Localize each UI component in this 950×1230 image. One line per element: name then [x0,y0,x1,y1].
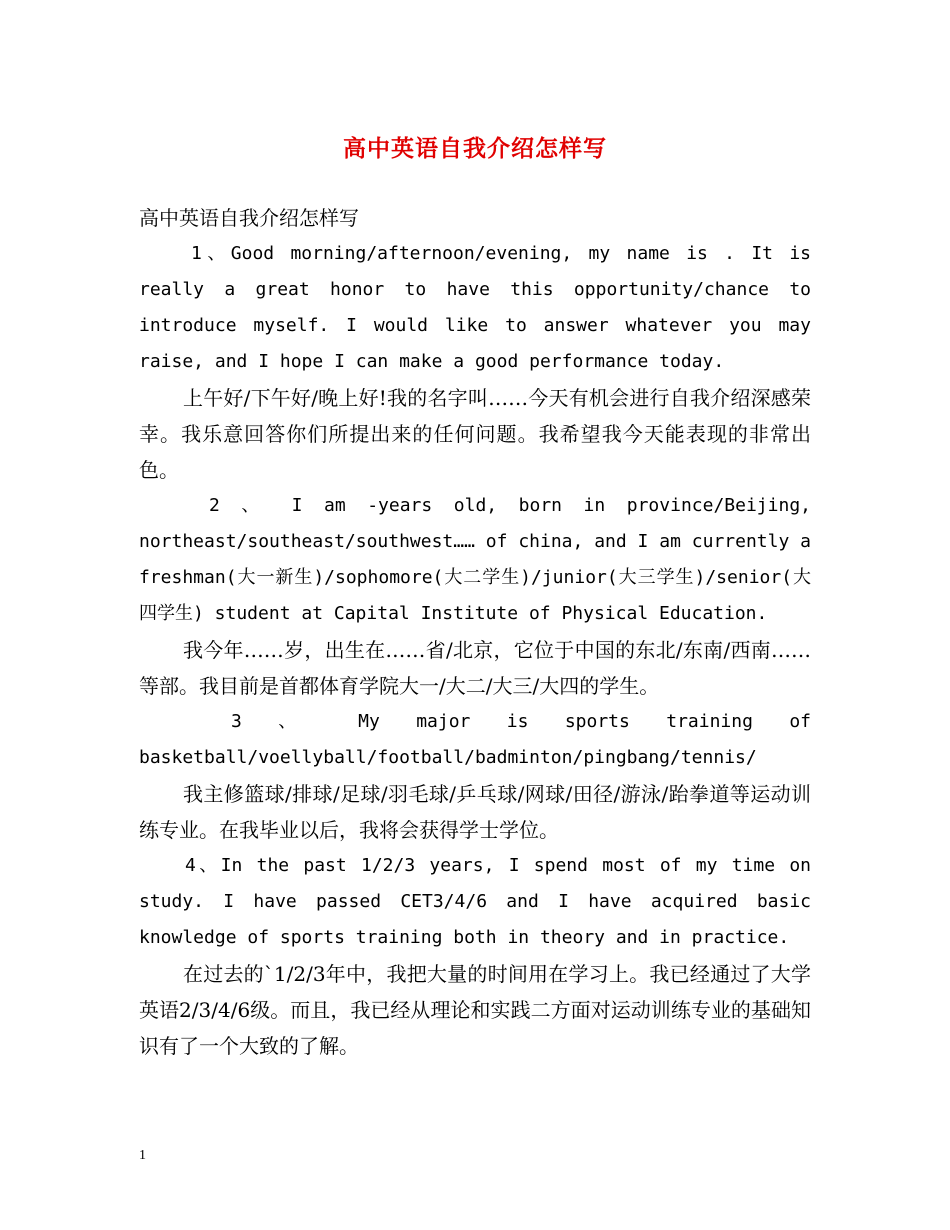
document-subtitle: 高中英语自我介绍怎样写 [139,206,359,230]
page-number: 1 [139,1148,146,1163]
document-title: 高中英语自我介绍怎样写 [343,135,607,162]
paragraph-4-english: 4、In the past 1/2/3 years, I spend most of my time on study. I have passed CET3/4/6 and I have acquired basic knowledge of sports training both in theory and in practice. [139,855,811,948]
paragraph-2-chinese: 我今年……岁，出生在……省/北京，它位于中国的东北/东南/西南……等部。我目前是首都体育学院大一/大二/大三/大四的学生。 [139,638,811,698]
document-body [139,200,811,1064]
paragraph-3-english: 3 、 My major is sports training of basketball/voellyball/football/badminton/pingbang/tennis/ [139,711,811,768]
paragraph-4-chinese: 在过去的`1/2/3年中，我把大量的时间用在学习上。我已经通过了大学英语2/3/4/6级。而且，我已经从理论和实践二方面对运动训练专业的基础知识有了一个大致的了解。 [139,962,811,1058]
paragraph-1-english: 1、Good morning/afternoon/evening, my name is . It is really a great honor to have this opportunity/chance to introduce myself. I would like to answer whatever you may raise, and I hope I can make a good performance today. [139,243,811,372]
paragraph-2-english: 2 、 I am -years old, born in province/Beijing, northeast/southeast/southwest…… of china, and I am currently a freshman(大一新生)/sophomore(大二学生)/junior(大三学生)/senior(大四学生) student at Capital Institute of Physical Education. [139,495,811,624]
paragraph-1-chinese: 上午好/下午好/晚上好!我的名字叫……今天有机会进行自我介绍深感荣幸。我乐意回答你们所提出来的任何问题。我希望我今天能表现的非常出色。 [139,386,811,482]
paragraph-3-chinese: 我主修篮球/排球/足球/羽毛球/乒乓球/网球/田径/游泳/跆拳道等运动训练专业。在我毕业以后，我将会获得学士学位。 [139,782,811,842]
